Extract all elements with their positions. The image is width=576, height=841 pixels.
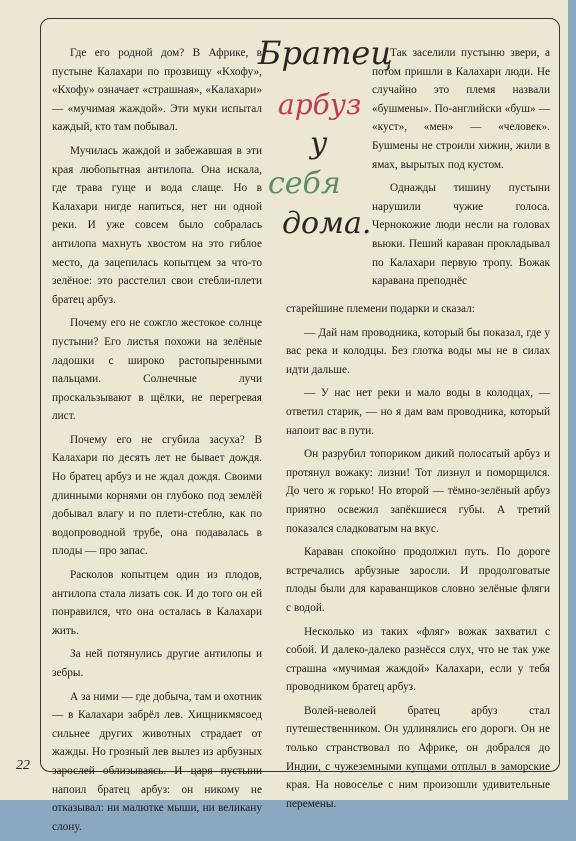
paragraph: Так заселили пустыню звери, а потом пришли в Калахари люди. Не случайно это племя назвали «бушмены». По-английски «буш» — «куст», «мен» — «человек». Бушмены не строили хижин, жили в ямах, вырытых под кустом. — [372, 47, 550, 171]
paragraph: Почему его не сожгло жестокое солнце пустыни? Его листья похожи на зелёные ладошки с широко растопыренными пальцами. Солнечные лучи проскальзывают в щёлки, не перегревая лист. — [52, 317, 262, 423]
left-text-column — [52, 44, 262, 841]
paragraph: Где его родной дом? В Африке, в пустыне Калахари по прозвищу «Кхофу», «Кхофу» означает «страшная», «Калахари» — «мучимая жаждой». Эти муки испытал каждый, кто там побывал. — [52, 47, 262, 134]
paragraph: Расколов копытцем один из плодов, антилопа стала лизать сок. И до того он ей понравился, что она осталась в Калахари жить. — [52, 569, 262, 637]
page-number: 22 — [16, 758, 30, 773]
article-title — [258, 28, 393, 264]
paragraph: — Дай нам проводника, который бы показал, где у вас река и колодцы. Без глотка воды мы не в силах идти дальше. — [286, 326, 550, 376]
paragraph: Почему его не сгубила засуха? В Калахари по десять лет не бывает дождя. Но братец арбуз и не ждал дождя. Своими длинными корнями он глубоко под землёй добывал влагу и по плети-стеблю, как по водопроводной трубе, она подавалась в плоды — про запас. — [52, 433, 262, 558]
paragraph: За ней потянулись другие антилопы и зебры. — [52, 648, 262, 679]
title-line-5: дома. — [282, 206, 372, 241]
paragraph: старейшине племени подарки и сказал: — [286, 303, 475, 315]
paragraph: — У нас нет реки и мало воды в колодцах, — ответил старик, — но я дам вам проводника, который напоит вас в пути. — [286, 387, 550, 437]
right-top-text-column — [372, 44, 550, 296]
paragraph: Несколько из таких «фляг» вожак захватил с собой. И далеко-далеко разнёсся слух, что не так уже страшна «мучимая жаждой» Калахари, если у тебя проводником братец арбуз. — [286, 625, 550, 694]
paragraph: Волей-неволей братец арбуз стал путешественником. Он удлинялись его дороги. Он не только странствовал по Африке, он добрался до Индии, с чужеземными купцами отплыл в заморские края. На новоселье с ним произошли удивительные перемены. — [286, 704, 550, 810]
title-line-2: арбуз — [278, 88, 362, 121]
paragraph: Караван спокойно продолжил путь. По дороге встречались арбузные заросли. И продолговатые плоды были для караванщиков словно зелёные фляги с водой. — [286, 546, 550, 614]
right-text-column — [286, 300, 550, 818]
title-line-4: себя — [268, 166, 341, 201]
paragraph: Однажды тишину пустыни нарушили чужие голоса. Чернокожие люди несли на головах вьюки. Пеший караван прокладывал по Калахари первую тропу. Вожак каравана преподнёс — [372, 182, 550, 288]
title-line-1: Братец — [258, 34, 393, 72]
paragraph: Он разрубил топориком дикий полосатый арбуз и протянул вожаку: лизни! Тот лизнул и поморщился. До чего ж горько! Но второй — тёмно-зелёный арбуз приятно освежил запёкшиеся губы. А третий показался сладковатым на вкус. — [286, 448, 550, 535]
paragraph: Мучилась жаждой и забежавшая в эти края любопытная антилопа. Она искала, где трава гуще и вода слаще. Но в Калахари нигде напиться, нет ни одной реки. И уже совсем было собралась антилопа махнуть хвостом на это гиблое место, да зацепилась копытцем за что-то зелёное: это расстелил свои стебли-плети братец арбуз. — [52, 144, 262, 306]
paragraph: А за ними — где добыча, там и охотник — в Калахари забрёл лев. Хищникмясоед сильнее других животных страдает от жажды. Но грозный лев вылез из арбузных зарослей облизываясь. И царя пустыни напоил братец арбуз: он никому не отказывал: ни малютке мыши, ни великану слону. — [52, 690, 262, 833]
title-line-3: у — [310, 126, 328, 161]
